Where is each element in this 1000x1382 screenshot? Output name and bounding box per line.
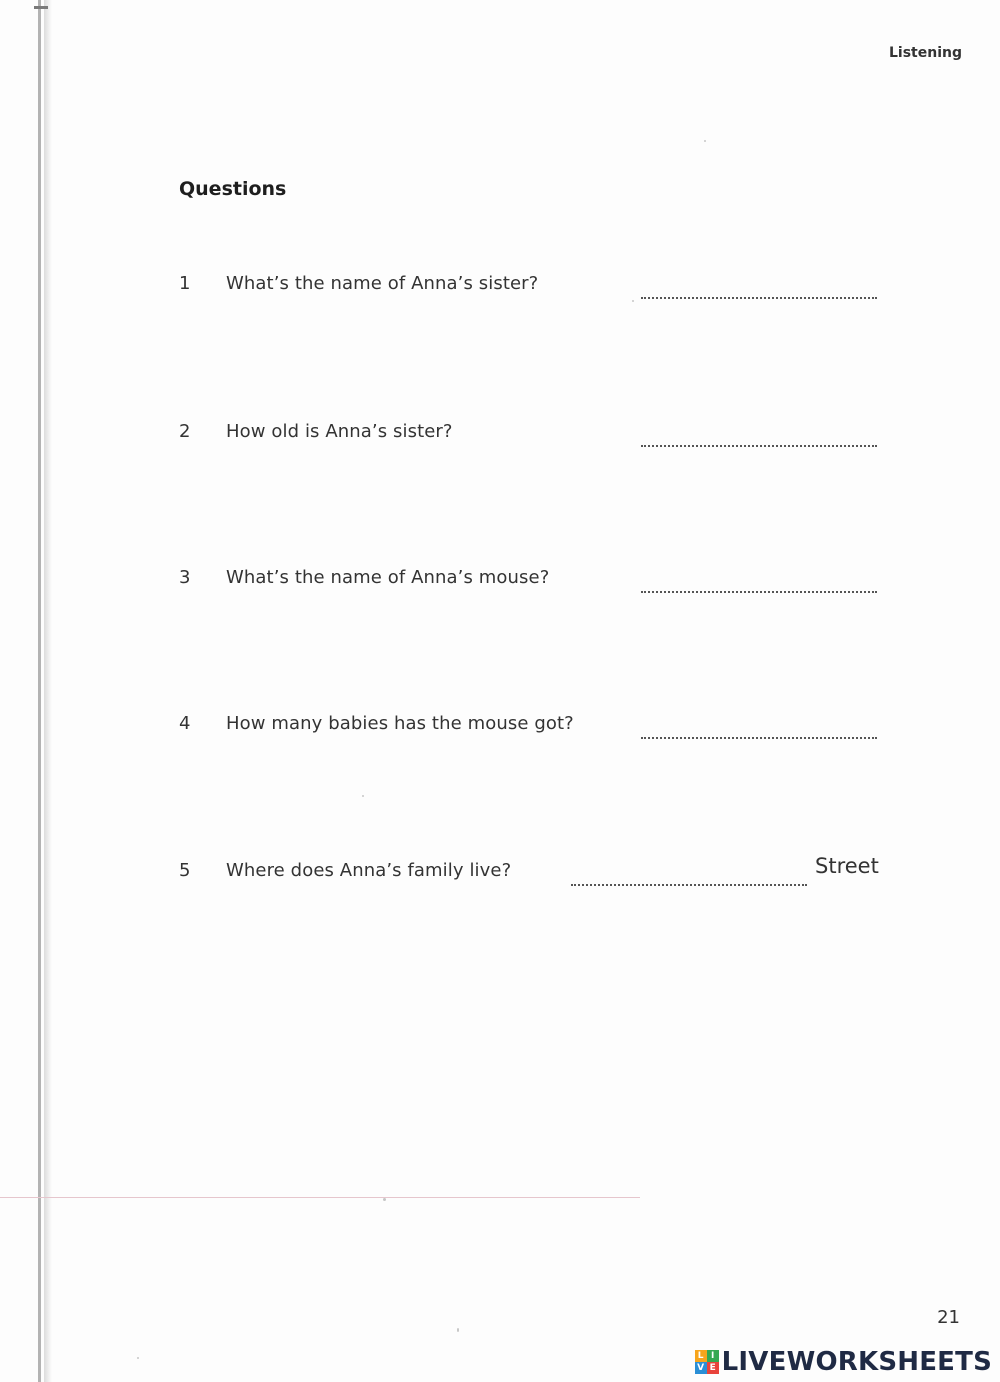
answer-input-2[interactable] [641, 431, 877, 447]
question-number: 5 [179, 860, 191, 881]
page-number: 21 [937, 1307, 960, 1328]
street-suffix-label: Street [815, 854, 879, 878]
question-number: 3 [179, 567, 191, 588]
question-5 [179, 854, 899, 900]
scan-speck [457, 1328, 459, 1332]
question-3 [179, 567, 899, 607]
brand-name: LIVEWORKSHEETS [721, 1347, 992, 1377]
question-number: 1 [179, 273, 191, 294]
logo-letter: I [707, 1350, 719, 1362]
answer-input-1[interactable] [641, 283, 877, 299]
question-text: What’s the name of Anna’s mouse? [226, 567, 550, 588]
question-2 [179, 421, 899, 461]
question-1 [179, 273, 899, 313]
answer-input-4[interactable] [641, 723, 877, 739]
question-text: Where does Anna’s family live? [226, 860, 512, 881]
fold-line [0, 1197, 640, 1198]
binding-shadow [44, 0, 52, 1382]
question-text: How many babies has the mouse got? [226, 713, 574, 734]
answer-input-3[interactable] [641, 577, 877, 593]
scan-speck [704, 140, 706, 142]
section-label: Listening [889, 45, 962, 61]
question-text: What’s the name of Anna’s sister? [226, 273, 539, 294]
question-number: 4 [179, 713, 191, 734]
scan-speck [137, 1357, 139, 1359]
scan-speck [383, 1198, 386, 1201]
questions-heading: Questions [179, 178, 287, 200]
liveworksheets-brand[interactable] [695, 1347, 992, 1377]
logo-letter: E [707, 1362, 719, 1374]
question-number: 2 [179, 421, 191, 442]
logo-letter: L [695, 1350, 707, 1362]
answer-input-5[interactable] [571, 870, 807, 886]
liveworksheets-logo-icon [695, 1350, 719, 1374]
binding-line [38, 0, 41, 1382]
scan-speck [362, 795, 364, 797]
question-text: How old is Anna’s sister? [226, 421, 453, 442]
question-4 [179, 713, 899, 753]
logo-letter: V [695, 1362, 707, 1374]
binding-tick [34, 6, 48, 9]
